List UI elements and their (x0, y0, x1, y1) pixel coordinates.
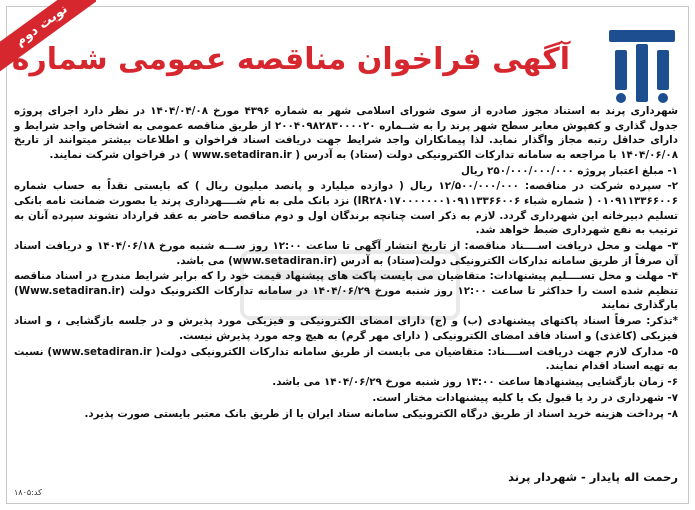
note-paragraph: *تذکر: صرفاً اسناد پاکتهای پیشنهادی (ب) و (ج) دارای امضای الکترونیکی و فیزیکی مورد پذیرش و در جلسه بازگشایی ، و اسناد فیزیکی (کاغذی) و اسناد فاقد امضای الکترونیکی ( دارای مهر گرم) به هیچ وجه مورد پذیرش نیست. (14, 315, 678, 342)
intro-paragraph: شهرداری پرند به استناد مجوز صادره از سوی شورای اسلامی شهر به شماره ۴۳۹۶ مورخ ۱۴۰۴/۰۴/۰۸ در نظر دارد اجرای پروژه جدول گذاری و کفپوش معابر سطح شهر پرند را به شــماره ۲۰۰۴۰۹۸۲۸۳۰۰۰۰۲۰ از طریق مناقصه عمومی به اشخاص واجد شرایط و دارای حداقل رتبه مجاز واگذار نماید. لذا پیمانکاران واجد شرایط جهت دریافت اسناد فراخوان و اطلاعات بیشتر میتوانند از تاریخ ۱۴۰۴/۰۶/۰۸ با مراجعه به سامانه تدارکات الکترونیکی دولت (ستاد) به آدرس ( www.setadiran.ir ) در فراخوان شرکت نمایند. (14, 105, 678, 161)
clause-5: ۵- مدارک لازم جهت دریافت اســــناد: متقاضیان می بایست از طریق سامانه تدارکات الکترونیکی دولت( www.setadiran.ir) نسبت به تهیه اسناد اقدام نمایند. (14, 345, 678, 373)
ad-body (14, 104, 678, 422)
organization-logo-icon (603, 24, 681, 108)
clause-8: ۸- پرداخت هزینه خرید اسناد از طریق درگاه الکترونیکی سامانه ستاد ایران یا از طریق بانک معتبر بایستی صورت پذیرد. (84, 407, 678, 420)
clause-7: ۷- شهرداری در رد یا قبول یک یا کلیه پیشنهادات مختار است. (372, 391, 678, 404)
signature-line: رحمت اله پایدار - شهردار پرند (508, 470, 678, 484)
round-label: نوبت دوم (0, 0, 96, 72)
clause-3: ۳- مهلت و محل دریافت اســــناد مناقصه: از تاریخ انتشار آگهی تا ساعت ۱۲:۰۰ روز ســـه شنبه مورخ ۱۴۰۴/۰۶/۱۸ و دریافت اسناد آن صرفاً از طریق سامانه تدارکات الکترونیکی دولت(ستاد) به آدرس (www.setadiran.ir) می باشد. (14, 239, 678, 267)
ad-code: کد:۱۸۰۵ (14, 488, 42, 497)
clause-6: ۶- زمان بازگشایی پیشنهادها ساعت ۱۳:۰۰ روز شنبه مورخ ۱۴۰۴/۰۶/۲۹ می باشد. (272, 376, 678, 388)
clause-1: ۱- مبلغ اعتبار پروژه ۲۵۰/۰۰۰/۰۰۰/۰۰۰ ریال (460, 164, 678, 177)
ad-title: آگهی فراخوان مناقصه عمومی شماره (11, 42, 570, 77)
clause-4: ۴- مهلت و محل تســــلیم پیشنهادات: متقاضیان می بایست پاکت های پیشنهاد قیمت خود را که برابر شرایط مندرج در اسناد مناقصه تنظیم شده است را حداکثر تا ساعت ۱۲:۰۰ روز شنبه مورخ ۱۴۰۴/۰۶/۲۹ در سامانه تدارکات الکترونیک دولت (Www.setadiran.ir) بارگذاری نمایند (14, 270, 679, 312)
clause-2: ۲- سپرده شرکت در مناقصه: ۱۲/۵۰۰/۰۰۰/۰۰۰ ریال ( دوازده میلیارد و پانصد میلیون ریال ) که بایستی نقداً به حساب شماره ۰۱۰۹۱۱۳۳۶۶۰۰۶ ( شماره شباء IR۲۸۰۱۷۰۰۰۰۰۰۰۱۰۹۱۱۳۳۶۶۰۰۶) نزد بانک ملی به نام شــــهرداری پرند یا بصورت ضمانت نامه بانکی تسلیم دبیرخانه این شهرداری گردد. لازم به ذکر است چنانچه برندگان اول و دوم مناقصه حاضر به عقد قرارداد نشوند سپرده آنان به ترتیب به نفع شهرداری ضبط خواهد شد. (14, 180, 679, 237)
